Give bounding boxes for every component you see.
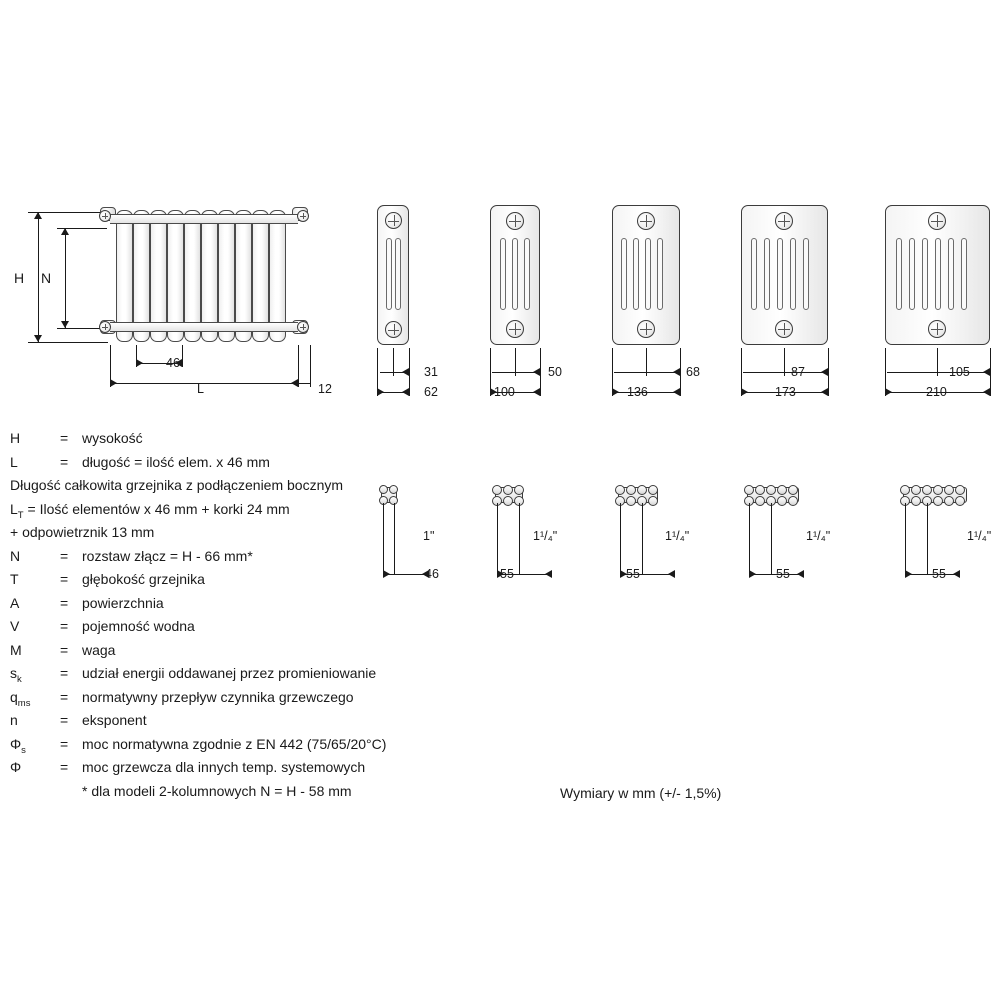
section-5-slot-6 <box>961 238 967 310</box>
legend-row-t <box>10 571 470 595</box>
dim-l-line <box>110 383 298 384</box>
legend-symbol: A <box>10 594 20 611</box>
legend-description: długość = ilość elem. x 46 mm <box>82 453 270 470</box>
legend-description: udział energii oddawanej przez promieniowanie <box>82 665 377 681</box>
section-3-nipple-bottom <box>637 320 655 338</box>
s4-pipe-arrow-l <box>749 570 756 578</box>
legend-equals: = <box>60 712 69 728</box>
legend-symbol: s <box>10 665 17 681</box>
s3-ext-d <box>680 348 681 396</box>
section-4-topview-pipe-9 <box>777 496 787 506</box>
legend-equals: = <box>60 641 69 658</box>
legend-description: normatywny przepływ czynnika grzewczego <box>82 688 354 705</box>
legend-description: pojemność wodna <box>82 618 195 634</box>
section-4-topview-pipe-1 <box>744 485 754 495</box>
h-arrow-top <box>34 212 42 219</box>
s4-ext-d <box>828 348 829 396</box>
s5-pipe-arrow-l <box>905 570 912 578</box>
section-2-inner-dim: 50 <box>548 365 562 379</box>
legend-note-3 <box>10 524 470 548</box>
s3-pipe-arrow-r <box>668 570 675 578</box>
s4-outer-arrow-l <box>741 388 748 396</box>
s5-pipe-ext-1 <box>905 503 906 575</box>
s3-inner-line <box>614 372 680 373</box>
legend-equals: = <box>60 430 69 446</box>
s5-inner-arrow <box>983 368 990 376</box>
s4-pipe-ext-1 <box>749 503 750 575</box>
section-1-inner-dim: 31 <box>424 365 438 379</box>
section-5-topview-pipe-2 <box>911 485 921 495</box>
legend-description: rozstaw złącz = H - 66 mm* <box>82 547 253 564</box>
section-2-nipple-top <box>506 212 524 230</box>
section-5-topview-pipe-1 <box>900 485 910 495</box>
section-4-topview-pipe-2 <box>755 485 765 495</box>
section-5-slot-2 <box>909 238 915 310</box>
h-ext-top <box>28 212 108 213</box>
legend-lt-subscript: T <box>17 509 24 521</box>
s5-outer-arrow-l <box>885 388 892 396</box>
s5-pipe-ext-2 <box>927 503 928 575</box>
s2-outer-arrow-r <box>533 388 540 396</box>
legend-row-n-exp <box>10 712 470 736</box>
legend-note-2 <box>10 501 470 525</box>
section-4-slot-3 <box>777 238 783 310</box>
s2-ext-d <box>540 348 541 396</box>
legend-footnote-row <box>10 783 470 807</box>
section-4-slot-1 <box>751 238 757 310</box>
section-5-outer-dim: 210 <box>926 385 947 399</box>
legend-row-m <box>10 642 470 666</box>
legend-symbol: Φ <box>10 735 22 752</box>
section-4-pipe-dim: 55 <box>776 567 790 581</box>
section-4-topview-pipe-3 <box>766 485 776 495</box>
section-5-topview-pipe-4 <box>933 485 943 495</box>
section-3-pipe-dim: 55 <box>626 567 640 581</box>
legend-lt-rest: = Ilość elementów x 46 mm + korki 24 mm <box>27 500 290 517</box>
section-5-topview-pipe-12 <box>955 496 965 506</box>
legend-row-h <box>10 430 470 454</box>
section-5-topview-pipe-10 <box>933 496 943 506</box>
section-5-topview-pipe-6 <box>955 485 965 495</box>
dim-12-line <box>298 383 310 384</box>
section-1-outer-dim: 62 <box>424 385 438 399</box>
s4-inner-arrow <box>821 368 828 376</box>
legend-description: moc grzewcza dla innych temp. systemowych <box>82 759 366 775</box>
section-5-topview-pipe-8 <box>911 496 921 506</box>
s4-pipe-arrow-r <box>797 570 804 578</box>
legend-row-a <box>10 595 470 619</box>
legend-symbol: N <box>10 547 21 564</box>
section-1-slot-1 <box>386 238 392 310</box>
section-3-topview-pipe-6 <box>626 496 636 506</box>
legend-symbol-phis <box>10 736 56 756</box>
s1-ext-d <box>409 348 410 396</box>
s2-pipe-ext-1 <box>497 503 498 575</box>
legend-note-text: + odpowietrznik 13 mm <box>10 524 155 540</box>
section-4-slot-4 <box>790 238 796 310</box>
h-arrow-bottom <box>34 335 42 342</box>
legend-symbol: Φ <box>10 759 22 775</box>
legend-equals: = <box>60 618 69 634</box>
section-5-pipe-size: 1¹/₄" <box>967 529 992 543</box>
n-dimension-line <box>65 228 66 328</box>
legend-equals: = <box>60 665 69 681</box>
section-5-pipe-dim: 55 <box>932 567 946 581</box>
legend-note-lt <box>10 501 290 521</box>
s4-outer-arrow-r <box>821 388 828 396</box>
manifold-bottom <box>110 322 298 332</box>
section-1-nipple-bottom <box>385 321 402 338</box>
legend-equals: = <box>60 759 69 775</box>
dim-l-arrow-left <box>110 379 117 387</box>
n-arrow-bottom <box>61 321 69 328</box>
dim-12-label: 12 <box>318 382 332 396</box>
s5-ext-d <box>990 348 991 396</box>
section-3-topview-pipe-1 <box>615 485 625 495</box>
s1-inner-arrow <box>402 368 409 376</box>
section-1-slot-2 <box>395 238 401 310</box>
label-h: H <box>14 270 25 286</box>
section-2-slot-1 <box>500 238 506 310</box>
section-4-pipe-size: 1¹/₄" <box>806 529 831 543</box>
n-ext-top <box>57 228 107 229</box>
section-3-nipple-top <box>637 212 655 230</box>
section-5-slot-4 <box>935 238 941 310</box>
section-2-topview-pipe-5 <box>503 496 513 506</box>
section-5-slot-5 <box>948 238 954 310</box>
section-4-nipple-top <box>775 212 793 230</box>
section-3-slot-4 <box>657 238 663 310</box>
legend-equals: = <box>60 688 69 705</box>
section-2-slot-3 <box>524 238 530 310</box>
s3-outer-arrow-l <box>612 388 619 396</box>
s5-pipe-arrow-r <box>953 570 960 578</box>
legend-row-phi-s <box>10 736 470 760</box>
section-5-slot-3 <box>922 238 928 310</box>
section-4-nipple-bottom <box>775 320 793 338</box>
s2-pipe-ext-2 <box>519 503 520 575</box>
s5-inner-line <box>887 372 990 373</box>
label-n: N <box>41 270 52 286</box>
legend-symbol: T <box>10 571 19 587</box>
section-1-nipple-top <box>385 212 402 229</box>
legend-row-sk <box>10 665 470 689</box>
dim-46-label: 46 <box>166 356 180 370</box>
legend-symbol: H <box>10 430 21 446</box>
s1-outer-arrow-l <box>377 388 384 396</box>
section-5-inner-dim: 105 <box>949 365 970 379</box>
s2-pipe-arrow-r <box>545 570 552 578</box>
s1-outer-arrow-r <box>402 388 409 396</box>
legend-row-l <box>10 454 470 478</box>
legend-equals: = <box>60 571 69 587</box>
section-3-slot-1 <box>621 238 627 310</box>
section-5-slot-1 <box>896 238 902 310</box>
section-2-topview-pipe-1 <box>492 485 502 495</box>
s3-pipe-ext-2 <box>642 503 643 575</box>
section-5-topview-pipe-5 <box>944 485 954 495</box>
section-5-nipple-bottom <box>928 320 946 338</box>
s5-outer-arrow-r <box>983 388 990 396</box>
s4-pipe-ext-2 <box>771 503 772 575</box>
section-2-topview-pipe-3 <box>514 485 524 495</box>
legend-symbol-sk <box>10 665 56 685</box>
legend-subscript: ms <box>17 697 31 709</box>
section-1-pipe-dim: 46 <box>425 567 439 581</box>
section-3-slot-3 <box>645 238 651 310</box>
legend-lt-symbol: L <box>10 500 18 517</box>
connector-top-left <box>99 210 111 222</box>
section-3-pipe-size: 1¹/₄" <box>665 529 690 543</box>
ext-12-left <box>298 345 299 387</box>
legend-description: waga <box>82 641 116 658</box>
section-3-outer-dim: 136 <box>627 385 648 399</box>
section-3-topview-pipe-4 <box>648 485 658 495</box>
legend-row-v <box>10 618 470 642</box>
connector-bottom-right <box>297 321 309 333</box>
dim-l-arrow-right <box>291 379 298 387</box>
section-4-topview-pipe-4 <box>777 485 787 495</box>
s3-inner-arrow <box>673 368 680 376</box>
s3-outer-arrow-r <box>673 388 680 396</box>
legend-symbol: M <box>10 641 22 658</box>
section-5-topview-pipe-11 <box>944 496 954 506</box>
units-note: Wymiary w mm (+/- 1,5%) <box>560 785 722 801</box>
section-3-topview-pipe-3 <box>637 485 647 495</box>
section-5-topview-pipe-3 <box>922 485 932 495</box>
legend-symbol: q <box>10 688 18 705</box>
ext-12-right <box>310 345 311 387</box>
legend-equals: = <box>60 547 69 564</box>
section-3-topview-pipe-8 <box>648 496 658 506</box>
section-2-outer-dim: 100 <box>494 385 515 399</box>
legend-symbol: L <box>10 453 18 470</box>
section-4-topview-pipe-7 <box>755 496 765 506</box>
h-dimension-line <box>38 212 39 342</box>
n-arrow-top <box>61 228 69 235</box>
legend-symbol-qms <box>10 689 56 709</box>
section-2-topview-pipe-2 <box>503 485 513 495</box>
legend-note-1 <box>10 477 470 501</box>
section-4-topview-pipe-5 <box>788 485 798 495</box>
section-3-topview-pipe-2 <box>626 485 636 495</box>
legend-footnote: * dla modeli 2-kolumnowych N = H - 58 mm <box>82 782 352 799</box>
legend-description: głębokość grzejnika <box>82 571 205 587</box>
section-1-pipe-size: 1" <box>423 529 435 543</box>
legend-description: wysokość <box>82 430 143 446</box>
legend-symbol: n <box>10 712 18 728</box>
ext-46-right <box>182 345 183 367</box>
manifold-top <box>110 214 298 224</box>
legend-row-n <box>10 548 470 572</box>
dim-l-label: L <box>197 382 204 396</box>
section-3-slot-2 <box>633 238 639 310</box>
s4-inner-line <box>743 372 828 373</box>
legend-description: moc normatywna zgodnie z EN 442 (75/65/20°C) <box>82 735 387 752</box>
legend-equals: = <box>60 453 69 470</box>
legend-subscript: s <box>21 744 26 756</box>
s2-inner-arrow <box>533 368 540 376</box>
section-2-nipple-bottom <box>506 320 524 338</box>
section-2-pipe-dim: 55 <box>500 567 514 581</box>
legend-note-text: Długość całkowita grzejnika z podłączeniem bocznym <box>10 477 344 493</box>
connector-bottom-left <box>99 321 111 333</box>
s3-pipe-ext-1 <box>620 503 621 575</box>
section-4-slot-5 <box>803 238 809 310</box>
legend <box>10 430 470 806</box>
legend-description: eksponent <box>82 712 147 728</box>
section-3-inner-dim: 68 <box>686 365 700 379</box>
section-4-inner-dim: 87 <box>791 365 805 379</box>
section-4-topview-pipe-10 <box>788 496 798 506</box>
legend-equals: = <box>60 735 69 752</box>
legend-row-phi <box>10 759 470 783</box>
legend-symbol: V <box>10 618 20 634</box>
legend-subscript: k <box>17 673 22 685</box>
connector-top-right <box>297 210 309 222</box>
section-4-slot-2 <box>764 238 770 310</box>
legend-description: powierzchnia <box>82 594 164 611</box>
h-ext-bottom <box>28 342 108 343</box>
legend-equals: = <box>60 594 69 611</box>
dim-46-arrow-left <box>136 359 143 367</box>
section-5-nipple-top <box>928 212 946 230</box>
section-2-slot-2 <box>512 238 518 310</box>
legend-row-qms <box>10 689 470 713</box>
section-2-pipe-size: 1¹/₄" <box>533 529 558 543</box>
section-4-outer-dim: 173 <box>775 385 796 399</box>
